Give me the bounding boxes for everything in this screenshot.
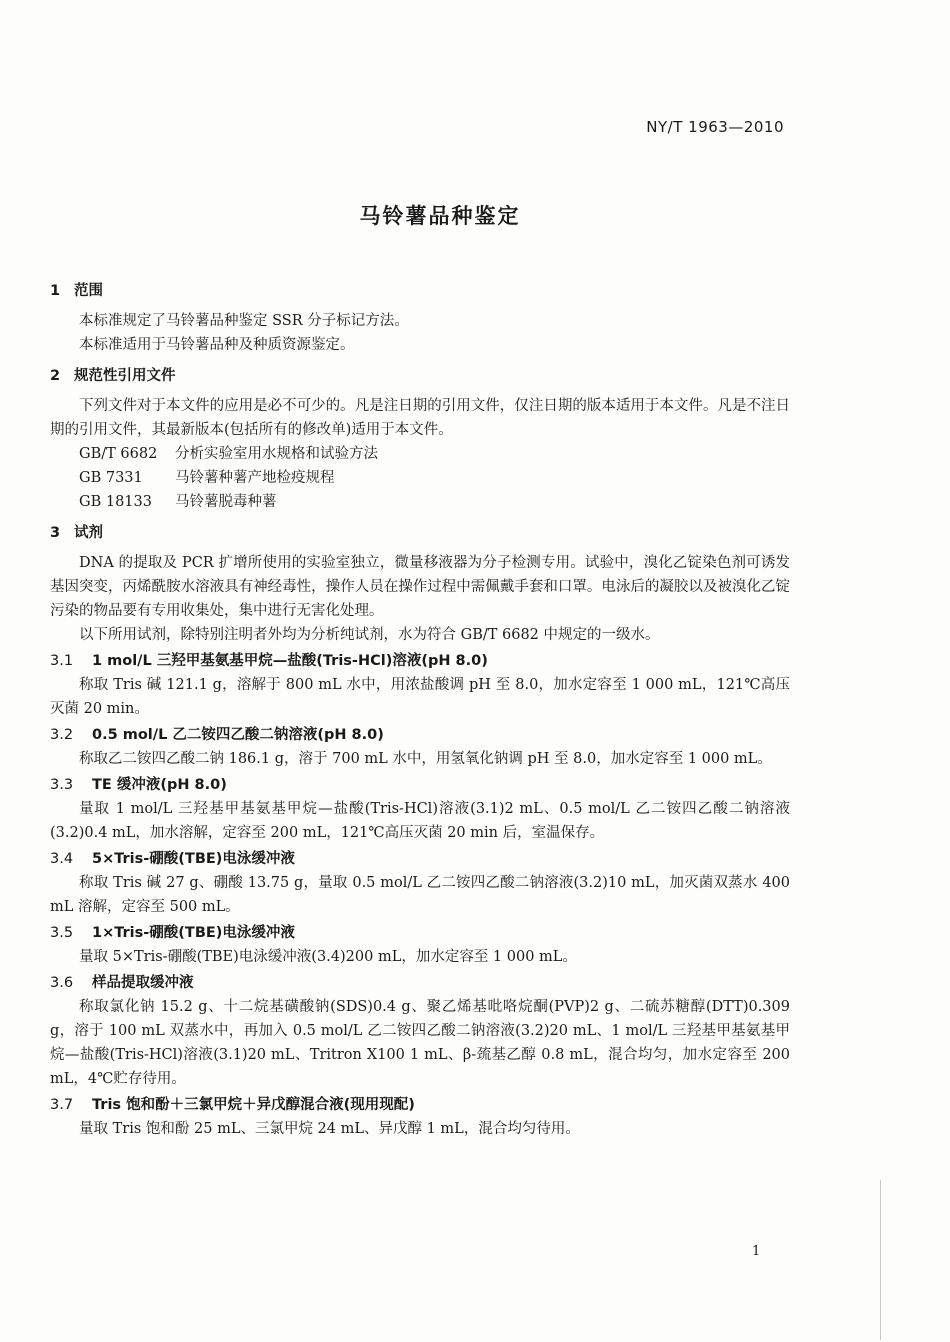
section-heading-1: 1 范围 [50, 283, 103, 299]
subsection-heading-3-6: 3.6 样品提取缓冲液 [50, 975, 194, 991]
paragraph: 量取 Tris 饱和酚 25 mL、三氯甲烷 24 mL、异戊醇 1 mL，混合均匀待用。 [79, 1121, 580, 1137]
subsection-heading-3-3: 3.3 TE 缓冲液(pH 8.0) [50, 777, 227, 793]
paragraph: 本标准规定了马铃薯品种鉴定 SSR 分子标记方法。 [79, 313, 409, 329]
paragraph: DNA 的提取及 PCR 扩增所使用的实验室独立，微量移液器为分子检测专用。试验中，溴化乙锭染色剂可诱发基因突变，丙烯酰胺水溶液具有神经毒性，操作人员在操作过程中需佩戴手套和口罩。电泳后的凝胶以及被溴化乙锭污染的物品要有专用收集处，集中进行无害化处理。 [50, 555, 790, 619]
paragraph: 量取 1 mol/L 三羟基甲基氨基甲烷—盐酸(Tris-HCl)溶液(3.1)2 mL、0.5 mol/L 乙二铵四乙酸二钠溶液(3.2)0.4 mL，加水溶解，定容至 200 mL，121℃高压灭菌 20 min 后，室温保存。 [50, 801, 790, 841]
document-number: NY/T 1963—2010 [646, 118, 784, 136]
paragraph: 称取 Tris 碱 27 g、硼酸 13.75 g，量取 0.5 mol/L 乙二铵四乙酸二钠溶液(3.2)10 mL，加灭菌双蒸水 400 mL 溶解，定容至 500 mL。 [50, 875, 790, 915]
paragraph: 本标准适用于马铃薯品种及种质资源鉴定。 [79, 337, 355, 353]
subsection-heading-3-4: 3.4 5×Tris-硼酸(TBE)电泳缓冲液 [50, 851, 295, 867]
page-title: 马铃薯品种鉴定 [359, 204, 521, 228]
subsection-heading-3-1: 3.1 1 mol/L 三羟甲基氨基甲烷—盐酸(Tris-HCl)溶液(pH 8.0) [50, 653, 488, 669]
paragraph: 称取乙二铵四乙酸二钠 186.1 g，溶于 700 mL 水中，用氢氧化钠调 pH 至 8.0，加水定容至 1 000 mL。 [79, 751, 772, 767]
paragraph: 量取 5×Tris-硼酸(TBE)电泳缓冲液(3.4)200 mL，加水定容至 1 000 mL。 [79, 949, 577, 965]
reference-item: GB 7331 马铃薯种薯产地检疫规程 [79, 470, 335, 486]
subsection-heading-3-7: 3.7 Tris 饱和酚＋三氯甲烷＋异戊醇混合液(现用现配) [50, 1097, 415, 1113]
section-heading-2: 2 规范性引用文件 [50, 368, 176, 384]
paragraph: 以下所用试剂，除特别注明者外均为分析纯试剂，水为符合 GB/T 6682 中规定的一级水。 [79, 627, 660, 643]
paragraph: 称取氯化钠 15.2 g、十二烷基磺酸钠(SDS)0.4 g、聚乙烯基吡咯烷酮(PVP)2 g、二硫苏糖醇(DTT)0.309 g，溶于 100 mL 双蒸水中，再加入 0.5 mol/L 乙二铵四乙酸二钠溶液(3.2)20 mL、1 mol/L 三羟基甲基氨基甲烷—盐酸(Tris-HCl)溶液(3.1)20 mL、Tritron X100 1 mL、β-巯基乙醇 0.8 mL，混合均匀，加水定容至 200 mL，4℃贮存待用。 [50, 999, 790, 1087]
reference-item: GB/T 6682 分析实验室用水规格和试验方法 [79, 446, 378, 462]
section-heading-3: 3 试剂 [50, 525, 103, 541]
paragraph: 称取 Tris 碱 121.1 g，溶解于 800 mL 水中，用浓盐酸调 pH 至 8.0，加水定容至 1 000 mL，121℃高压灭菌 20 min。 [50, 677, 790, 717]
page-number: 1 [752, 1244, 761, 1259]
document-body [50, 272, 790, 1141]
subsection-heading-3-2: 3.2 0.5 mol/L 乙二铵四乙酸二钠溶液(pH 8.0) [50, 727, 384, 743]
reference-item: GB 18133 马铃薯脱毒种薯 [79, 494, 277, 510]
subsection-heading-3-5: 3.5 1×Tris-硼酸(TBE)电泳缓冲液 [50, 925, 295, 941]
scan-edge-line [880, 1180, 881, 1340]
paragraph: 下列文件对于本文件的应用是必不可少的。凡是注日期的引用文件，仅注日期的版本适用于本文件。凡是不注日期的引用文件，其最新版本(包括所有的修改单)适用于本文件。 [50, 398, 790, 438]
